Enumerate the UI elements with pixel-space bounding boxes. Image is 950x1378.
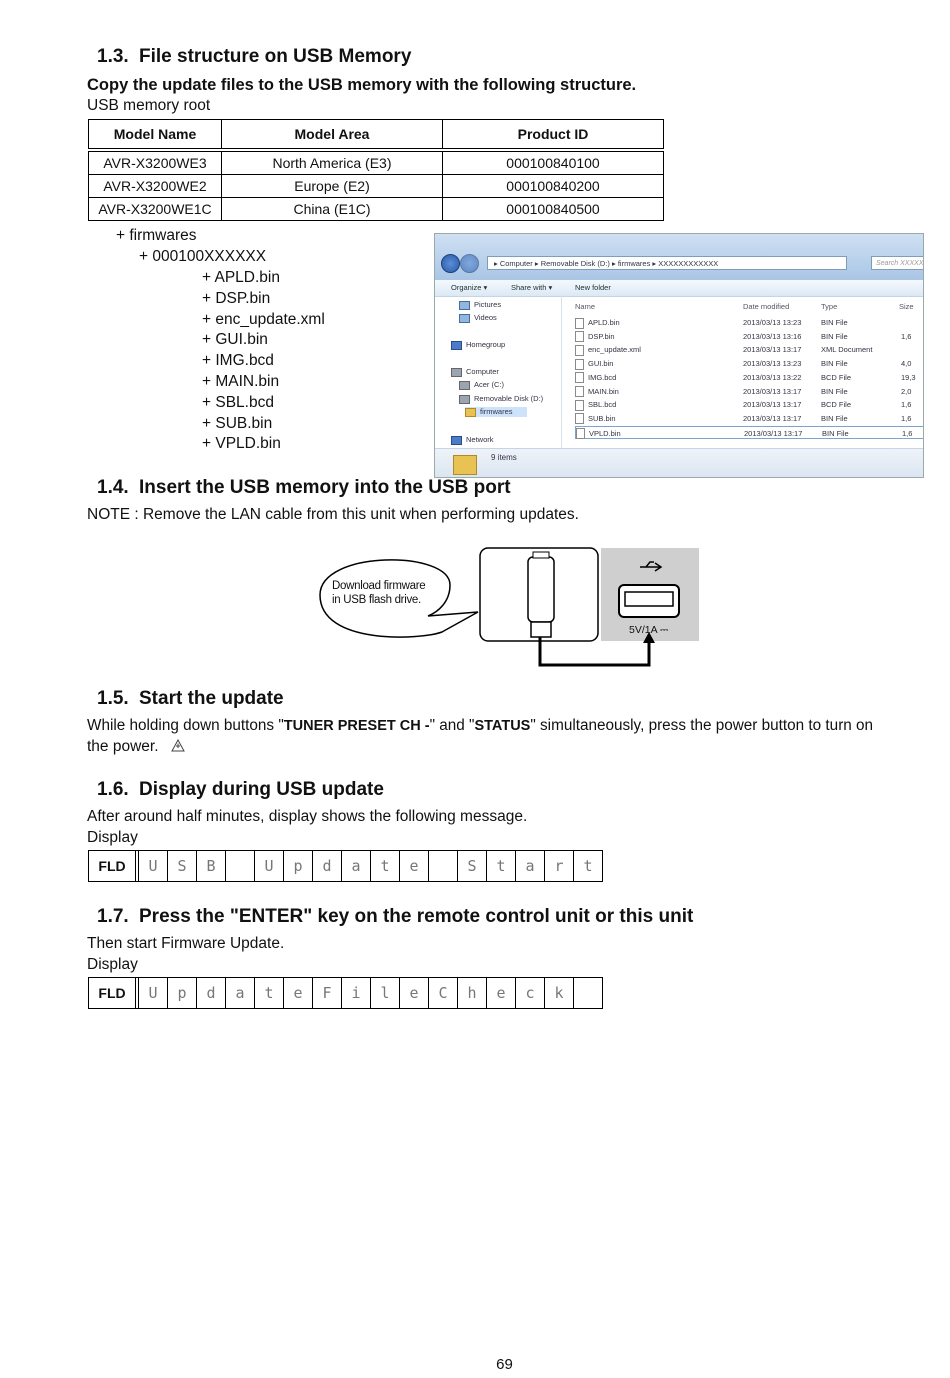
fld-char-cell: U — [255, 851, 284, 881]
tree-file: + GUI.bin — [202, 331, 268, 349]
new-folder-button[interactable]: New folder — [575, 283, 611, 292]
file-icon — [575, 318, 584, 329]
file-name — [575, 398, 616, 411]
fld-char-cell: i — [342, 978, 371, 1008]
file-row[interactable] — [575, 385, 924, 398]
section-title: Start the update — [139, 688, 284, 709]
file-date: 2013/03/13 13:23 — [743, 318, 802, 327]
section-title: Display during USB update — [139, 779, 384, 800]
file-size: 1,6 — [902, 428, 913, 438]
fld-char-cell: e — [400, 978, 429, 1008]
file-name — [575, 371, 616, 384]
file-size: 1,6 — [901, 413, 912, 423]
nav-item-acer[interactable]: Acer (C:) — [459, 380, 504, 390]
table-cell: China (E1C) — [222, 198, 443, 221]
address-bar[interactable]: ▸ Computer ▸ Removable Disk (D:) ▸ firmwares ▸ XXXXXXXXXXXX — [487, 256, 847, 270]
fld-char-cell — [226, 851, 255, 881]
flash-drive-icon — [528, 557, 554, 622]
fld-char-cell: l — [371, 978, 400, 1008]
organize-button[interactable]: Organize ▾ — [451, 283, 488, 292]
instruction-line: While holding down buttons "TUNER PRESET CH -" and "STATUS" simultaneously, press the power button to turn on — [87, 717, 874, 734]
file-type: BIN File — [822, 428, 849, 438]
model-table — [88, 119, 664, 221]
file-date: 2013/03/13 13:17 — [743, 386, 802, 396]
file-name-text: GUI.bin — [588, 359, 614, 369]
section-heading-1-4 — [97, 477, 511, 499]
fld-char-cell: e — [400, 851, 429, 881]
tree-file: + DSP.bin — [202, 289, 271, 307]
fld-char-cell: c — [516, 978, 545, 1008]
table-cell: AVR-X3200WE3 — [89, 150, 222, 175]
file-name-text: MAIN.bin — [588, 386, 619, 396]
bubble-line: in USB flash drive. — [332, 594, 421, 606]
file-name-text: enc_update.xml — [588, 345, 641, 355]
file-type: BCD File — [821, 400, 852, 410]
fld-char-cell: a — [516, 851, 545, 881]
nav-item-videos[interactable]: Videos — [459, 313, 497, 323]
file-icon — [575, 359, 584, 370]
file-date: 2013/03/13 13:17 — [743, 413, 802, 423]
fld-char-cell: h — [458, 978, 487, 1008]
drive-icon — [459, 381, 470, 390]
fld-char-cell: p — [168, 978, 197, 1008]
fld-char-cell: t — [255, 978, 284, 1008]
instruction-line: the power. — [87, 738, 185, 756]
file-name-text: VPLD.bin — [589, 428, 621, 438]
fld-char-cell: t — [487, 851, 516, 881]
homegroup-icon — [451, 341, 462, 350]
fld-char-cell: p — [284, 851, 313, 881]
file-name-text: DSP.bin — [588, 331, 615, 341]
file-row[interactable] — [575, 371, 924, 384]
section-number: 1.3. — [97, 46, 129, 67]
file-date: 2013/03/13 13:17 — [743, 400, 802, 410]
port-label: 5V/1A ⎓ — [629, 624, 669, 636]
videos-icon — [459, 314, 470, 323]
section-heading-1-5 — [97, 688, 284, 710]
fld-char-cell: S — [458, 851, 487, 881]
nav-item-computer[interactable]: Computer — [451, 367, 499, 377]
section-number: 1.5. — [97, 688, 129, 709]
table-cell: AVR-X3200WE1C — [89, 198, 222, 221]
column-name[interactable]: Name — [575, 302, 596, 311]
usb-plug-icon — [531, 622, 551, 637]
fld-char-cell: t — [583, 857, 593, 875]
nav-item-firmwares[interactable]: firmwares — [465, 407, 527, 417]
file-row[interactable] — [575, 426, 924, 439]
column-type[interactable]: Type — [821, 302, 838, 311]
fld-char-cell: a — [226, 978, 255, 1008]
forward-icon[interactable] — [460, 254, 479, 273]
item-count: 9 items — [491, 453, 517, 462]
fld-char-cell: U — [139, 978, 168, 1008]
file-name — [575, 385, 619, 398]
nav-item-pictures[interactable]: Pictures — [459, 300, 501, 310]
file-date: 2013/03/13 13:17 — [744, 428, 803, 438]
table-header: Model Name — [89, 120, 222, 151]
fld-char-cell — [574, 978, 602, 1008]
fld-char-cell — [429, 851, 458, 881]
back-icon[interactable] — [441, 254, 460, 273]
file-icon — [575, 413, 584, 424]
file-size: 19,3 — [901, 372, 916, 382]
file-name — [575, 357, 613, 370]
file-name-text: SUB.bin — [588, 413, 616, 423]
table-cell: North America (E3) — [222, 150, 443, 175]
file-row[interactable] — [575, 316, 924, 329]
tree-folder-product: + 000100XXXXXX — [139, 248, 267, 265]
file-type: BIN File — [821, 413, 848, 423]
file-size: 1,6 — [901, 331, 912, 341]
file-type: BIN File — [821, 359, 848, 369]
bubble-text — [332, 579, 425, 607]
file-name-text: SBL.bcd — [588, 400, 617, 410]
section-heading-1-3 — [97, 46, 411, 68]
key-name: TUNER PRESET CH - — [283, 718, 430, 734]
folder-icon — [465, 408, 476, 417]
file-date: 2013/03/13 13:22 — [743, 372, 802, 382]
nav-item-removable-disk[interactable]: Removable Disk (D:) — [459, 394, 543, 404]
warning-icon — [171, 739, 185, 752]
note-text: NOTE : Remove the LAN cable from this unit when performing updates. — [87, 506, 579, 523]
file-type: BIN File — [821, 331, 848, 341]
file-row[interactable] — [575, 357, 924, 370]
computer-icon — [451, 368, 462, 377]
file-type: BCD File — [821, 372, 852, 382]
fld-char-cell: S — [168, 851, 197, 881]
key-name: STATUS — [474, 718, 531, 734]
tree-folder-firmwares: + firmwares — [116, 227, 197, 244]
fld-char-cell: B — [197, 851, 226, 881]
section-title: Insert the USB memory into the USB port — [139, 477, 511, 498]
nav-item-network[interactable]: Network — [451, 435, 494, 445]
column-date[interactable]: Date modified — [743, 302, 790, 311]
fld-char-cell: d — [313, 851, 342, 881]
file-size: 2,0 — [901, 386, 912, 396]
tree-file: + VPLD.bin — [202, 435, 281, 453]
fld-label: FLD — [89, 978, 139, 1008]
fld-display — [88, 850, 603, 882]
file-name — [575, 316, 620, 329]
display-label: Display — [87, 956, 138, 973]
fld-char-cell: e — [284, 978, 313, 1008]
usb-drive-icon — [459, 395, 470, 404]
section-title: Press the "ENTER" key on the remote control unit or this unit — [139, 906, 694, 927]
status-bar — [435, 448, 923, 478]
file-list — [569, 296, 923, 448]
file-name-text: APLD.bin — [588, 318, 620, 327]
section-heading-1-7 — [97, 906, 693, 928]
section-number: 1.4. — [97, 477, 129, 498]
file-size: 4,0 — [901, 359, 912, 369]
file-row[interactable] — [575, 330, 924, 343]
tree-file: + enc_update.xml — [202, 310, 325, 328]
section-number: 1.6. — [97, 779, 129, 800]
tree-file: + SUB.bin — [202, 414, 273, 432]
fld-char-cell: C — [429, 978, 458, 1008]
fld-label: FLD — [89, 851, 139, 881]
table-cell: 000100840200 — [443, 175, 664, 198]
page-number: 69 — [496, 1356, 513, 1373]
file-name-text: IMG.bcd — [588, 372, 617, 382]
table-header: Model Area — [222, 120, 443, 151]
file-icon — [575, 345, 584, 356]
table-cell: AVR-X3200WE2 — [89, 175, 222, 198]
pictures-icon — [459, 301, 470, 310]
file-date: 2013/03/13 13:17 — [743, 345, 802, 355]
file-icon — [576, 428, 585, 439]
file-name — [575, 330, 615, 343]
file-icon — [575, 331, 584, 342]
description-text: After around half minutes, display shows the following message. — [87, 808, 528, 825]
fld-char-cell: F — [313, 978, 342, 1008]
fld-char-cell: d — [197, 978, 226, 1008]
file-icon — [575, 400, 584, 411]
file-type: XML Document — [821, 345, 873, 355]
file-icon — [575, 372, 584, 383]
file-name — [576, 427, 621, 440]
section-heading-1-6 — [97, 779, 384, 801]
nav-item-homegroup[interactable]: Homegroup — [451, 340, 505, 350]
display-label: Display — [87, 829, 138, 846]
tree-file: + MAIN.bin — [202, 372, 280, 390]
explorer-window — [434, 233, 924, 478]
fld-char-cell: a — [342, 851, 371, 881]
file-row[interactable] — [575, 398, 924, 411]
share-button[interactable]: Share with ▾ — [511, 283, 553, 292]
file-row[interactable] — [575, 343, 924, 356]
file-name — [575, 412, 616, 425]
table-row — [89, 175, 664, 198]
network-icon — [451, 436, 462, 445]
navigation-pane — [435, 296, 562, 448]
file-date: 2013/03/13 13:23 — [743, 359, 802, 369]
file-date: 2013/03/13 13:16 — [743, 331, 802, 341]
folder-icon — [453, 455, 477, 475]
fld-char-cell: e — [487, 978, 516, 1008]
table-cell: Europe (E2) — [222, 175, 443, 198]
fld-char-cell: U — [139, 851, 168, 881]
description-text: Then start Firmware Update. — [87, 935, 285, 952]
table-header: Product ID — [443, 120, 664, 151]
file-row[interactable] — [575, 412, 924, 425]
table-cell: 000100840100 — [443, 150, 664, 175]
file-icon — [575, 386, 584, 397]
explorer-toolbar — [435, 280, 923, 297]
fld-display — [88, 977, 603, 1009]
fld-char-cell: r — [545, 851, 574, 881]
tree-file: + IMG.bcd — [202, 352, 274, 370]
table-header-row — [89, 120, 664, 151]
instruction-text: Copy the update files to the USB memory with the following structure. — [87, 76, 637, 94]
tree-file: + SBL.bcd — [202, 393, 274, 411]
file-name — [575, 343, 641, 356]
section-title: File structure on USB Memory — [139, 46, 412, 67]
file-type: BIN File — [821, 318, 848, 327]
table-row — [89, 198, 664, 221]
search-input[interactable]: Search XXXXX — [871, 256, 924, 270]
table-row — [89, 150, 664, 175]
file-size: 1,6 — [901, 400, 912, 410]
fld-char-cell: k — [545, 978, 574, 1008]
table-cell: 000100840500 — [443, 198, 664, 221]
section-number: 1.7. — [97, 906, 129, 927]
tree-file-list — [202, 268, 325, 455]
file-type: BIN File — [821, 386, 848, 396]
tree-file: + APLD.bin — [202, 269, 280, 286]
fld-char-cell: t — [371, 851, 400, 881]
column-size[interactable]: Size — [899, 302, 914, 311]
bubble-line: Download firmware — [332, 580, 426, 592]
root-label: USB memory root — [87, 97, 211, 114]
